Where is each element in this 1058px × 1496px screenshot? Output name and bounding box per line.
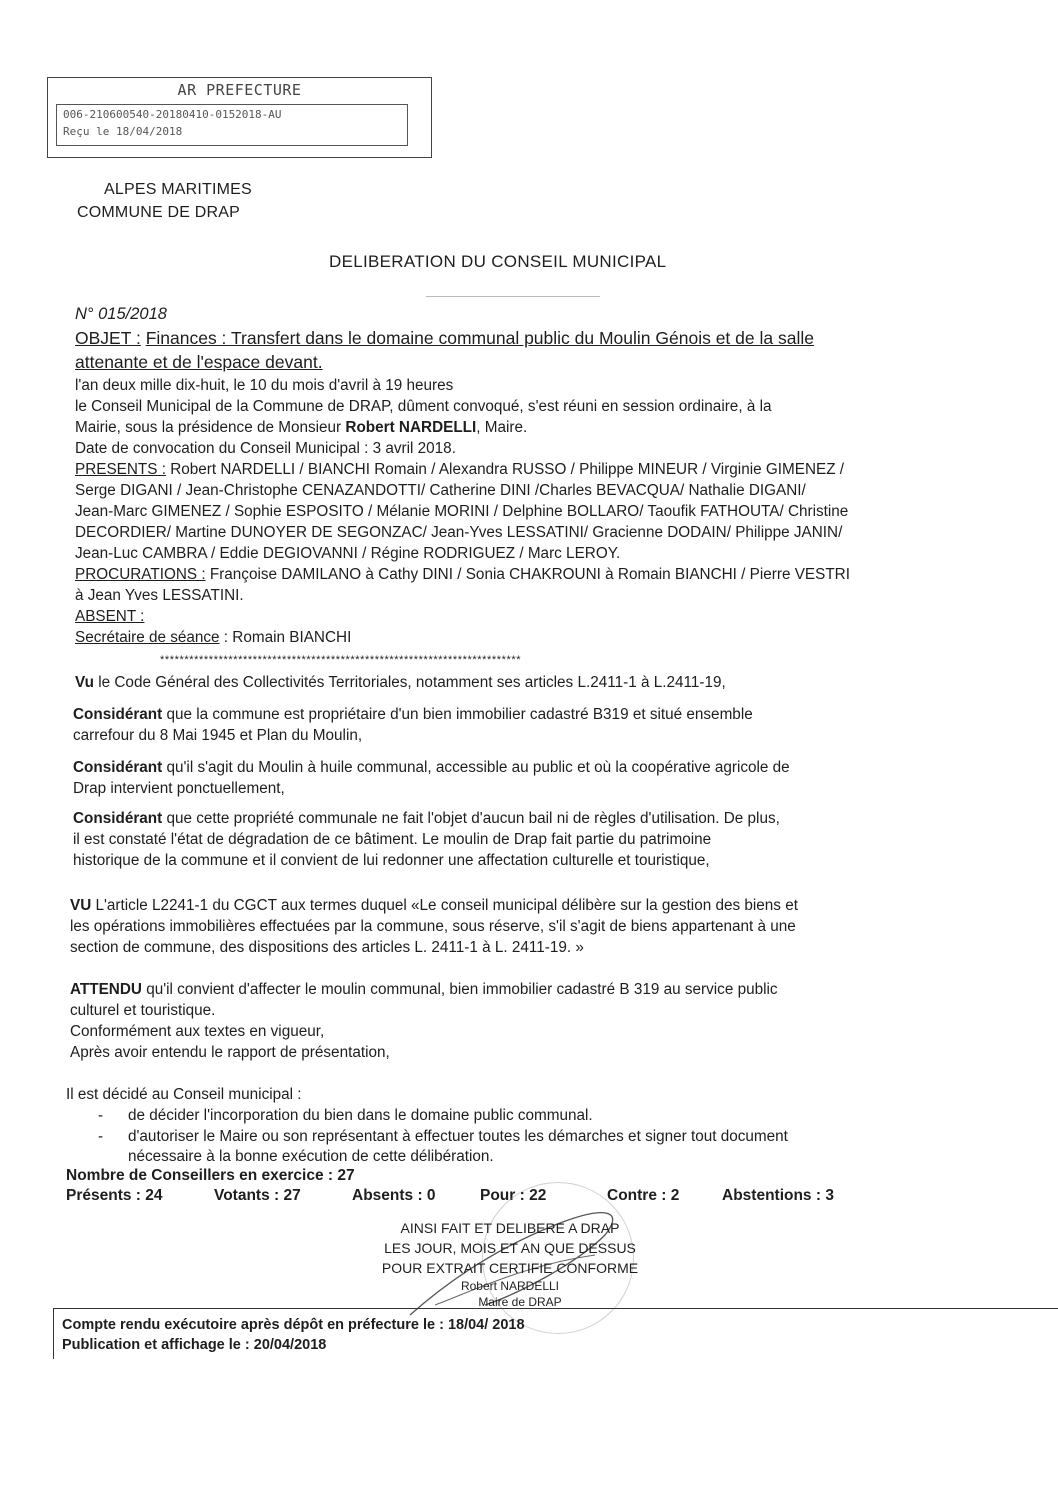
secretaire-line <box>75 628 351 648</box>
objet-text-1: Finances : Transfert dans le domaine communal public du Moulin Génois et de la salle <box>145 328 814 348</box>
stamp-reference: 006-210600540-20180410-0152018-AU <box>63 108 282 121</box>
procurations-label: PROCURATIONS : <box>75 566 206 583</box>
presents-line-5: Jean-Luc CAMBRA / Eddie DEGIOVANNI / Régine RODRIGUEZ / Marc LEROY. <box>75 545 621 562</box>
considerant-2-lead: Considérant <box>73 759 163 776</box>
attendu-line-4: Après avoir entendu le rapport de présentation, <box>70 1044 390 1061</box>
attendu-line-1 <box>70 980 778 1000</box>
votants-count: Votants : 27 <box>214 1187 301 1204</box>
vu-article-line-3: section de commune, des dispositions des articles L. 2411-1 à L. 2411-19. » <box>70 939 584 956</box>
contre-count: Contre : 2 <box>607 1187 680 1204</box>
presents-count: Présents : 24 <box>66 1187 163 1204</box>
signature-role: Maire de DRAP <box>478 1295 562 1309</box>
presents-text-1: Robert NARDELLI / BIANCHI Romain / Alexandra RUSSO / Philippe MINEUR / Virginie GIMENEZ / <box>165 461 845 478</box>
considerant-1-text-1: que la commune est propriétaire d'un bien immobilier cadastré B319 et situé ensemble <box>162 706 753 723</box>
title-rule <box>426 296 600 297</box>
objet-label: OBJET : <box>75 328 141 348</box>
footer-box <box>53 1308 1058 1359</box>
pour-count: Pour : 22 <box>480 1187 547 1204</box>
stamp-title: AR PREFECTURE <box>177 81 302 99</box>
mayor-name: Robert NARDELLI <box>345 419 477 436</box>
deliberation-number: N° 015/2018 <box>75 305 167 323</box>
signature-line-2: LES JOUR, MOIS ET AN QUE DESSUS <box>384 1240 636 1256</box>
prefecture-stamp <box>47 77 432 158</box>
presents-line-4: DECORDIER/ Martine DUNOYER DE SEGONZAC/ Jean-Yves LESSATINI/ Gracienne DODAIN/ Philippe JANIN/ <box>75 524 843 541</box>
considerant-1-lead: Considérant <box>73 706 163 723</box>
signature-block <box>360 1218 660 1310</box>
separator-stars: ************************************************************************** <box>160 654 522 666</box>
considerant-2-text-1: qu'il s'agit du Moulin à huile communal, accessible au public et où la coopérative agricole de <box>162 759 790 776</box>
decision-item-1: de décider l'incorporation du bien dans le domaine public communal. <box>128 1107 593 1124</box>
intro-line-3a: Mairie, sous la présidence de Monsieur <box>75 419 346 436</box>
decision-intro: Il est décidé au Conseil municipal : <box>66 1086 302 1103</box>
decision-item-3: nécessaire à la bonne exécution de cette délibération. <box>128 1148 494 1165</box>
intro-line-3b: , Maire. <box>476 419 528 436</box>
decision-item-2: d'autoriser le Maire ou son représentant à effectuer toutes les démarches et signer tout document <box>128 1128 788 1145</box>
presents-line-3: Jean-Marc GIMENEZ / Sophie ESPOSITO / Mélanie MORINI / Delphine BOLLARO/ Taoufik FATHOUTA/ Christine <box>75 503 849 520</box>
presents-label: PRESENTS : <box>75 461 166 478</box>
objet-line-2: attenante et de l'espace devant. <box>75 352 323 372</box>
attendu-text-1: qu'il convient d'affecter le moulin communal, bien immobilier cadastré B 319 au service public <box>141 981 778 998</box>
attendu-line-2: culturel et touristique. <box>70 1002 216 1019</box>
vu-code <box>75 673 726 693</box>
attendu-lead: ATTENDU <box>70 981 142 998</box>
considerant-1-line-2: carrefour du 8 Mai 1945 et Plan du Moulin, <box>73 727 363 744</box>
vu-article-lead: VU <box>70 897 92 914</box>
signature-line-1: AINSI FAIT ET DELIBERE A DRAP <box>400 1220 620 1236</box>
presents-line-1 <box>75 460 844 480</box>
considerant-2-line-2: Drap intervient ponctuellement, <box>73 780 285 797</box>
signature-line-3: POUR EXTRAIT CERTIFIE CONFORME <box>381 1260 639 1276</box>
vu-lead: Vu <box>75 674 94 691</box>
signature-name: Robert NARDELLI <box>460 1279 560 1293</box>
stamp-received-date: Reçu le 18/04/2018 <box>63 125 183 138</box>
secretaire-label: Secrétaire de séance <box>75 629 220 646</box>
stamp-inner-box <box>56 104 408 146</box>
department-name: ALPES MARITIMES <box>104 181 252 198</box>
procurations-text-1: Françoise DAMILANO à Cathy DINI / Sonia CHAKROUNI à Romain BIANCHI / Pierre VESTRI <box>205 566 850 583</box>
considerant-3-line-1 <box>73 809 780 829</box>
vu-article-line-2: les opérations immobilières effectuées par la commune, sous réserve, s'il s'agit de biens appartenant à une <box>70 918 796 935</box>
vu-article-text-1: L'article L2241-1 du CGCT aux termes duquel «Le conseil municipal délibère sur la gestion des biens et <box>91 897 798 914</box>
procurations-line-2: à Jean Yves LESSATINI. <box>75 587 244 604</box>
decision-bullet-1: - <box>98 1107 104 1124</box>
convocation-date: Date de convocation du Conseil Municipal : 3 avril 2018. <box>75 440 456 457</box>
commune-name: COMMUNE DE DRAP <box>77 204 241 221</box>
decision-bullet-2: - <box>98 1128 104 1145</box>
intro-line-1: l'an deux mille dix-huit, le 10 du mois d'avril à 19 heures <box>75 377 454 394</box>
absents-count: Absents : 0 <box>352 1187 436 1204</box>
secretaire-value: : Romain BIANCHI <box>219 629 352 646</box>
considerant-3-line-2: il est constaté l'état de dégradation de ce bâtiment. Le moulin de Drap fait partie du patrimoine <box>73 831 712 848</box>
procurations-line-1 <box>75 565 850 585</box>
footer-publication: Publication et affichage le : 20/04/2018 <box>62 1337 327 1353</box>
vu-text: le Code Général des Collectivités Territoriales, notamment ses articles L.2411-1 à L.2411-19, <box>93 674 726 691</box>
abstentions-count: Abstentions : 3 <box>722 1187 834 1204</box>
intro-line-2: le Conseil Municipal de la Commune de DRAP, dûment convoqué, s'est réuni en session ordinaire, à la <box>75 398 772 415</box>
considerant-3-text-1: que cette propriété communale ne fait l'objet d'aucun bail ni de règles d'utilisation. De plus, <box>162 810 780 827</box>
footer-executoire: Compte rendu exécutoire après dépôt en préfecture le : 18/04/ 2018 <box>62 1317 525 1333</box>
objet-line-1 <box>75 328 814 348</box>
vu-article-line-1 <box>70 896 798 916</box>
document-title: DELIBERATION DU CONSEIL MUNICIPAL <box>329 252 667 271</box>
considerant-1-line-1 <box>73 705 753 725</box>
absent-label: ABSENT : <box>75 608 145 625</box>
conseillers-count: Nombre de Conseillers en exercice : 27 <box>66 1167 355 1184</box>
intro-line-3 <box>75 418 527 438</box>
considerant-2-line-1 <box>73 758 790 778</box>
attendu-line-3: Conformément aux textes en vigueur, <box>70 1023 325 1040</box>
considerant-3-line-3: historique de la commune et il convient de lui redonner une affectation culturelle et touristique, <box>73 852 710 869</box>
considerant-3-lead: Considérant <box>73 810 163 827</box>
presents-line-2: Serge DIGANI / Jean-Christophe CENAZANDOTTI/ Catherine DINI /Charles BEVACQUA/ Nathalie DIGANI/ <box>75 482 806 499</box>
